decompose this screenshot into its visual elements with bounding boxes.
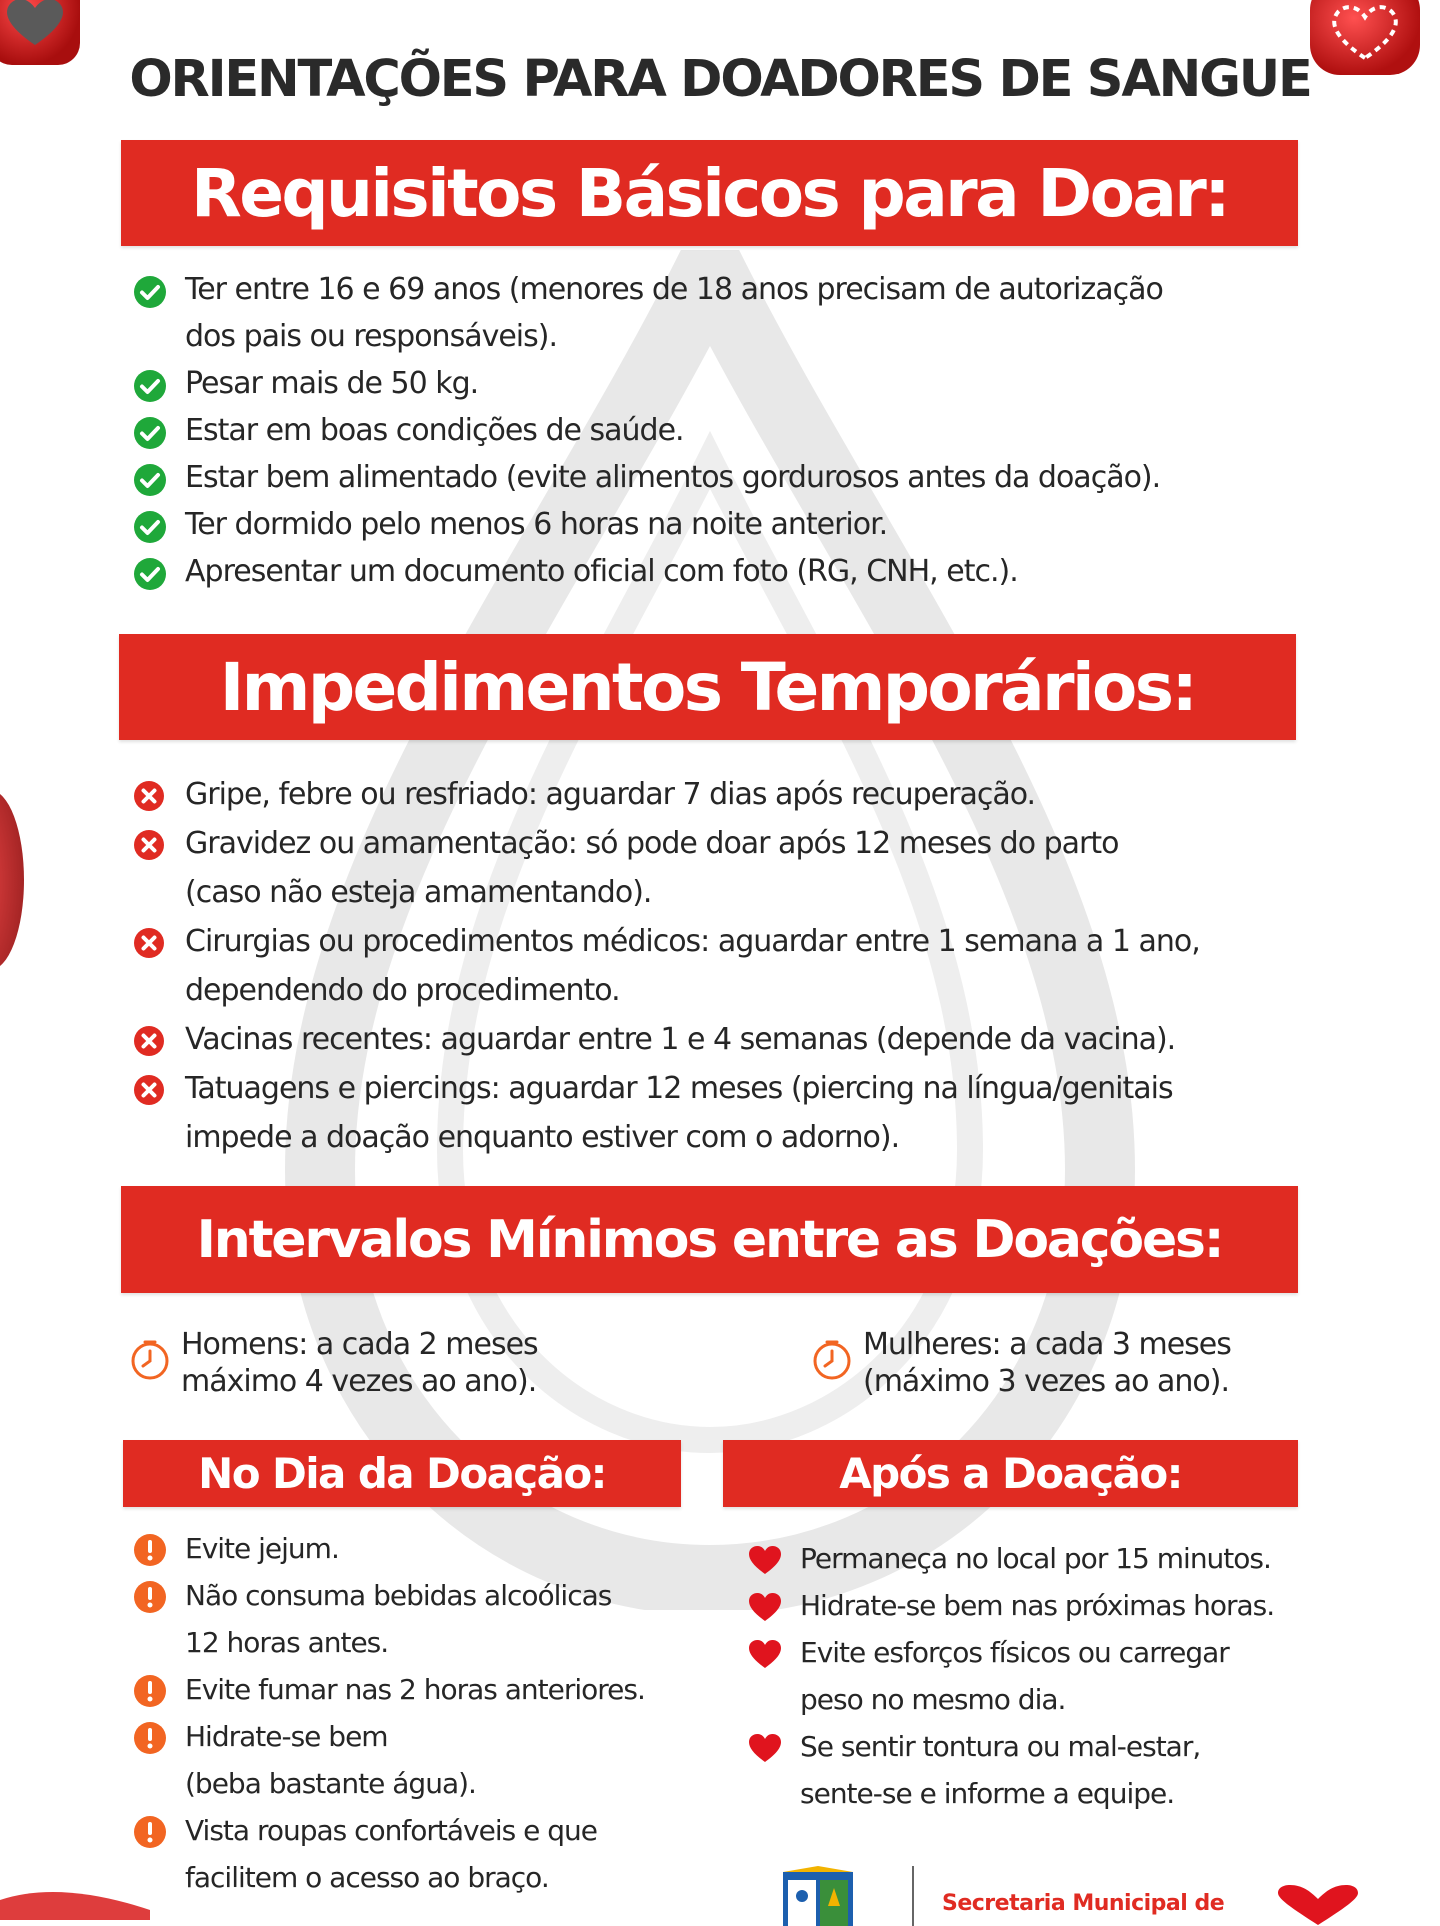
list-item-text: Evite fumar nas 2 horas anteriores. (185, 1673, 645, 1706)
heart-icon (1258, 1885, 1378, 1925)
list-item (133, 1619, 703, 1666)
list-item (133, 770, 1313, 819)
interval-women (811, 1326, 1231, 1400)
check-circle-icon (133, 416, 167, 450)
list-item-text: Estar em boas condições de saúde. (185, 413, 684, 448)
footer-secretaria-text: Secretaria Municipal de (942, 1891, 1225, 1916)
footer-divider (912, 1866, 914, 1926)
list-item (133, 917, 1313, 966)
list-item (133, 1854, 703, 1901)
exclamation-circle-icon (133, 1533, 167, 1567)
check-circle-icon (133, 557, 167, 591)
check-circle-icon (133, 510, 167, 544)
list-item (133, 313, 1313, 360)
interval-men-line-2: máximo 4 vezes ao ano). (181, 1364, 537, 1399)
list-item (748, 1770, 1338, 1817)
list-item-text: Estar bem alimentado (evite alimentos gordurosos antes da doação). (185, 460, 1161, 495)
exclamation-circle-icon (133, 1580, 167, 1614)
list-item (133, 1064, 1313, 1113)
list-item-text: Pesar mais de 50 kg. (185, 366, 479, 401)
exclamation-circle-icon (133, 1815, 167, 1849)
list-item (748, 1582, 1338, 1629)
list-item (133, 266, 1313, 313)
list-item-text: 12 horas antes. (185, 1626, 389, 1659)
list-item-text: Ter dormido pelo menos 6 horas na noite anterior. (185, 507, 888, 542)
list-item-text: (caso não esteja amamentando). (185, 875, 652, 910)
no-dia-heading: No Dia da Doação: (123, 1440, 681, 1507)
list-item (133, 1760, 703, 1807)
list-item (133, 1525, 703, 1572)
list-item-text: (beba bastante água). (185, 1767, 476, 1800)
list-item-text: Evite esforços físicos ou carregar (800, 1636, 1229, 1669)
list-item-text: impede a doação enquanto estiver com o adorno). (185, 1120, 900, 1155)
list-item (133, 1113, 1313, 1162)
heart-icon (748, 1639, 782, 1669)
interval-men (129, 1326, 538, 1400)
list-item-text: Vacinas recentes: aguardar entre 1 e 4 semanas (depende da vacina). (185, 1022, 1176, 1057)
list-item-text: Hidrate-se bem (185, 1720, 388, 1753)
interval-men-line-1: Homens: a cada 2 meses (181, 1327, 538, 1362)
list-item-text: Permaneça no local por 15 minutos. (800, 1542, 1271, 1575)
list-item (748, 1676, 1338, 1723)
list-item-text: Evite jejum. (185, 1532, 339, 1565)
list-item-text: Apresentar um documento oficial com foto (RG, CNH, etc.). (185, 554, 1018, 589)
list-item (748, 1535, 1338, 1582)
page-title: ORIENTAÇÕES PARA DOADORES DE SANGUE (129, 50, 1311, 109)
list-item (748, 1629, 1338, 1676)
list-item-text: sente-se e informe a equipe. (800, 1777, 1175, 1810)
list-item-text: Hidrate-se bem nas próximas horas. (800, 1589, 1275, 1622)
heart-icon (748, 1545, 782, 1575)
x-circle-icon (133, 780, 165, 812)
heart-icon (748, 1733, 782, 1763)
list-item-text: Ter entre 16 e 69 anos (menores de 18 anos precisam de autorização (185, 272, 1163, 307)
list-item (133, 966, 1313, 1015)
requisitos-list (133, 266, 1313, 595)
list-item (133, 1713, 703, 1760)
list-item-text: Gripe, febre ou resfriado: aguardar 7 dias após recuperação. (185, 777, 1036, 812)
list-item (748, 1723, 1338, 1770)
list-item (133, 548, 1313, 595)
list-item (133, 1572, 703, 1619)
exclamation-circle-icon (133, 1674, 167, 1708)
requisitos-heading: Requisitos Básicos para Doar: (121, 140, 1298, 246)
impedimentos-list (133, 770, 1313, 1162)
list-item-text: dos pais ou responsáveis). (185, 319, 557, 354)
list-item-text: Vista roupas confortáveis e que (185, 1814, 597, 1847)
no-dia-list (133, 1525, 703, 1901)
impedimentos-heading: Impedimentos Temporários: (119, 634, 1296, 740)
check-circle-icon (133, 275, 167, 309)
exclamation-circle-icon (133, 1721, 167, 1755)
list-item-text: Gravidez ou amamentação: só pode doar após 12 meses do parto (185, 826, 1119, 861)
check-circle-icon (133, 463, 167, 497)
x-circle-icon (133, 927, 165, 959)
clock-icon (129, 1338, 171, 1380)
check-circle-icon (133, 369, 167, 403)
list-item (133, 407, 1313, 454)
interval-women-line-2: (máximo 3 vezes ao ano). (863, 1364, 1229, 1399)
list-item (133, 1807, 703, 1854)
x-circle-icon (133, 829, 165, 861)
intervalos-heading: Intervalos Mínimos entre as Doações: (121, 1186, 1298, 1293)
list-item-text: peso no mesmo dia. (800, 1683, 1066, 1716)
list-item (133, 868, 1313, 917)
list-item (133, 501, 1313, 548)
x-circle-icon (133, 1025, 165, 1057)
list-item-text: Não consuma bebidas alcoólicas (185, 1579, 612, 1612)
list-item-text: Tatuagens e piercings: aguardar 12 meses (piercing na língua/genitais (185, 1071, 1173, 1106)
municipal-coat-of-arms-icon (778, 1866, 858, 1926)
apos-list (748, 1535, 1338, 1817)
list-item (133, 1015, 1313, 1064)
list-item (133, 454, 1313, 501)
list-item-text: Cirurgias ou procedimentos médicos: aguardar entre 1 semana a 1 ano, (185, 924, 1200, 959)
apos-heading: Após a Doação: (723, 1440, 1298, 1507)
list-item-text: Se sentir tontura ou mal-estar, (800, 1730, 1201, 1763)
list-item (133, 819, 1313, 868)
list-item-text: facilitem o acesso ao braço. (185, 1861, 549, 1894)
list-item (133, 1666, 703, 1713)
x-circle-icon (133, 1074, 165, 1106)
clock-icon (811, 1338, 853, 1380)
list-item-text: dependendo do procedimento. (185, 973, 620, 1008)
interval-women-line-1: Mulheres: a cada 3 meses (863, 1327, 1231, 1362)
heart-icon (748, 1592, 782, 1622)
list-item (133, 360, 1313, 407)
